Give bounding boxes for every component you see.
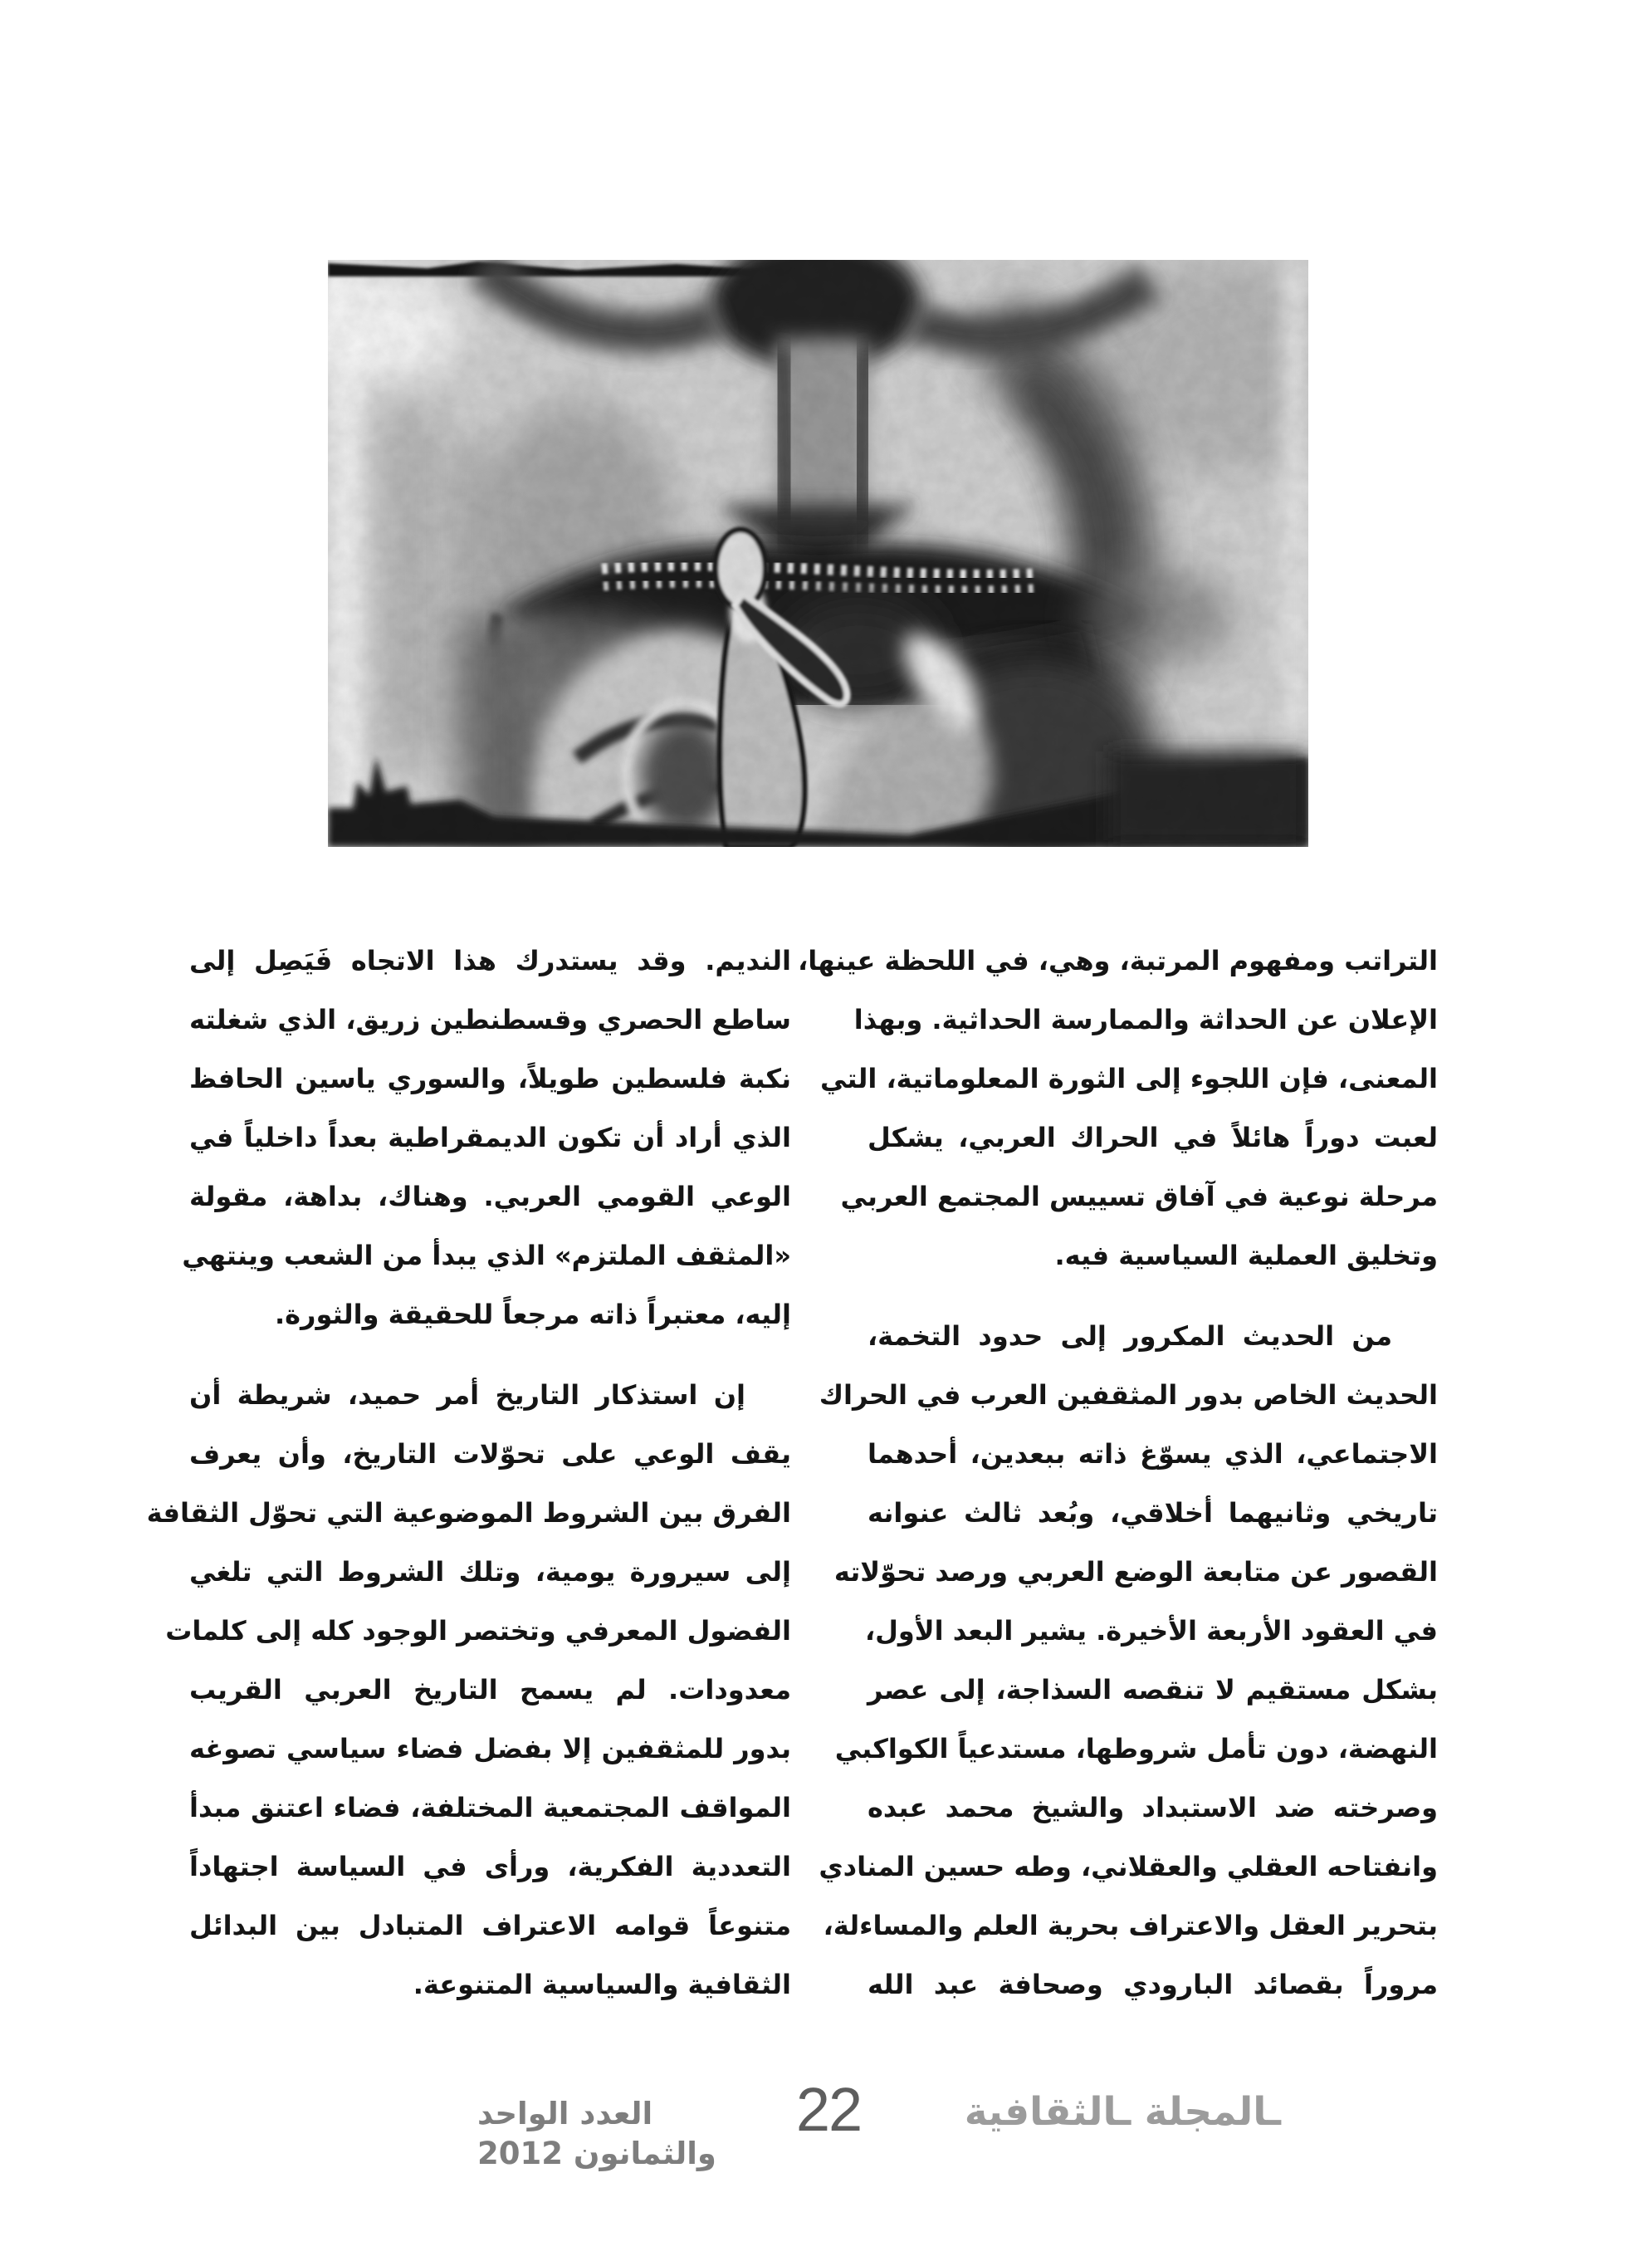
text-line: الوعي القومي العربي. وهناك، بداهة، مقولة	[189, 1181, 791, 1212]
text-line: مروراً بقصائد البارودي وصحافة عبد الله	[868, 1969, 1438, 2000]
text-line: نكبة فلسطين طويلاً، والسوري ياسين الحافظ	[189, 1063, 791, 1094]
text-line: تاريخي وثانيهما أخلاقي، وبُعد ثالث عنوانه	[868, 1497, 1438, 1529]
text-line: وانفتاحه العقلي والعقلاني، وطه حسين المنادي	[819, 1851, 1438, 1882]
paragraph	[819, 1307, 1438, 2014]
text-line: النديم. وقد يستدرك هذا الاتجاه فَيَصِل إلى	[189, 945, 791, 976]
text-line: الاجتماعي، الذي يسوّغ ذاته ببعدين، أحدهما	[868, 1438, 1438, 1470]
article-column-left	[146, 932, 791, 2014]
text-line: المواقف المجتمعية المختلفة، فضاء اعتنق مبدأ	[189, 1792, 791, 1823]
text-line: «المثقف الملتزم» الذي يبدأ من الشعب وينتهي	[182, 1240, 791, 1271]
paper-grain	[328, 260, 1308, 847]
text-line: معدودات. لم يسمح التاريخ العربي القريب	[189, 1674, 791, 1706]
text-line: ساطع الحصري وقسطنطين زريق، الذي شغلته	[189, 1004, 791, 1035]
footer-issue-label: العدد الواحد والثمانون 2012	[477, 2096, 716, 2171]
text-line: وتخليق العملية السياسية فيه.	[1054, 1240, 1438, 1271]
text-line: وصرخته ضد الاستبداد والشيخ محمد عبده	[868, 1792, 1438, 1823]
charcoal-drawing	[328, 260, 1308, 847]
text-line: متنوعاً قوامه الاعتراف المتبادل بين البدائل	[189, 1910, 791, 1941]
text-line: التراتب ومفهوم المرتبة، وهي، في اللحظة عينها،	[798, 945, 1438, 976]
paragraph	[146, 1366, 791, 2014]
text-line: الإعلان عن الحداثة والممارسة الحداثية. وبهذا	[853, 1004, 1438, 1035]
text-line: الفرق بين الشروط الموضوعية التي تحوّل الثقافة	[146, 1497, 791, 1529]
text-line: بتحرير العقل والاعتراف بحرية العلم والمساءلة،	[823, 1910, 1438, 1941]
text-line: إن استذكار التاريخ أمر حميد، شريطة أن	[189, 1379, 745, 1411]
text-line: يقف الوعي على تحوّلات التاريخ، وأن يعرف	[189, 1438, 791, 1470]
paragraph	[798, 932, 1438, 1285]
text-line: المعنى، فإن اللجوء إلى الثورة المعلوماتية، التي	[819, 1063, 1438, 1094]
text-line: من الحديث المكرور إلى حدود التخمة،	[868, 1320, 1392, 1352]
text-line: في العقود الأربعة الأخيرة. يشير البعد الأول،	[864, 1615, 1438, 1647]
text-line: لعبت دوراً هائلاً في الحراك العربي، يشكل	[868, 1122, 1438, 1153]
text-line: الحديث الخاص بدور المثقفين العرب في الحراك	[819, 1379, 1438, 1411]
paragraph	[182, 932, 791, 1344]
text-line: بشكل مستقيم لا تنقصه السذاجة، إلى عصر	[868, 1674, 1438, 1706]
text-line: بدور للمثقفين إلا بفضل فضاء سياسي تصوغه	[189, 1733, 791, 1764]
footer-page-number: 22	[795, 2075, 862, 2144]
text-line: مرحلة نوعية في آفاق تسييس المجتمع العربي	[840, 1181, 1438, 1212]
article-column-right	[798, 932, 1438, 2014]
text-line: الفضول المعرفي وتختصر الوجود كله إلى كلمات	[165, 1615, 791, 1647]
text-line: القصور عن متابعة الوضع العربي ورصد تحوّلاته	[833, 1556, 1438, 1588]
text-line: إلى سيرورة يومية، وتلك الشروط التي تلغي	[189, 1556, 791, 1588]
text-line: الثقافية والسياسية المتنوعة.	[413, 1969, 791, 2000]
text-line: إليه، معتبراً ذاته مرجعاً للحقيقة والثورة.	[275, 1299, 791, 1330]
text-line: النهضة، دون تأمل شروطها، مستدعياً الكواكبي	[834, 1733, 1438, 1764]
zipper-mouth-illustration	[328, 260, 1308, 847]
text-line: الذي أراد أن تكون الديمقراطية بعداً داخلياً في	[189, 1122, 791, 1153]
footer-magazine-name: ـالمجلة ـالثقافية	[964, 2089, 1281, 2135]
text-line: التعددية الفكرية، ورأى في السياسة اجتهاداً	[189, 1851, 791, 1882]
